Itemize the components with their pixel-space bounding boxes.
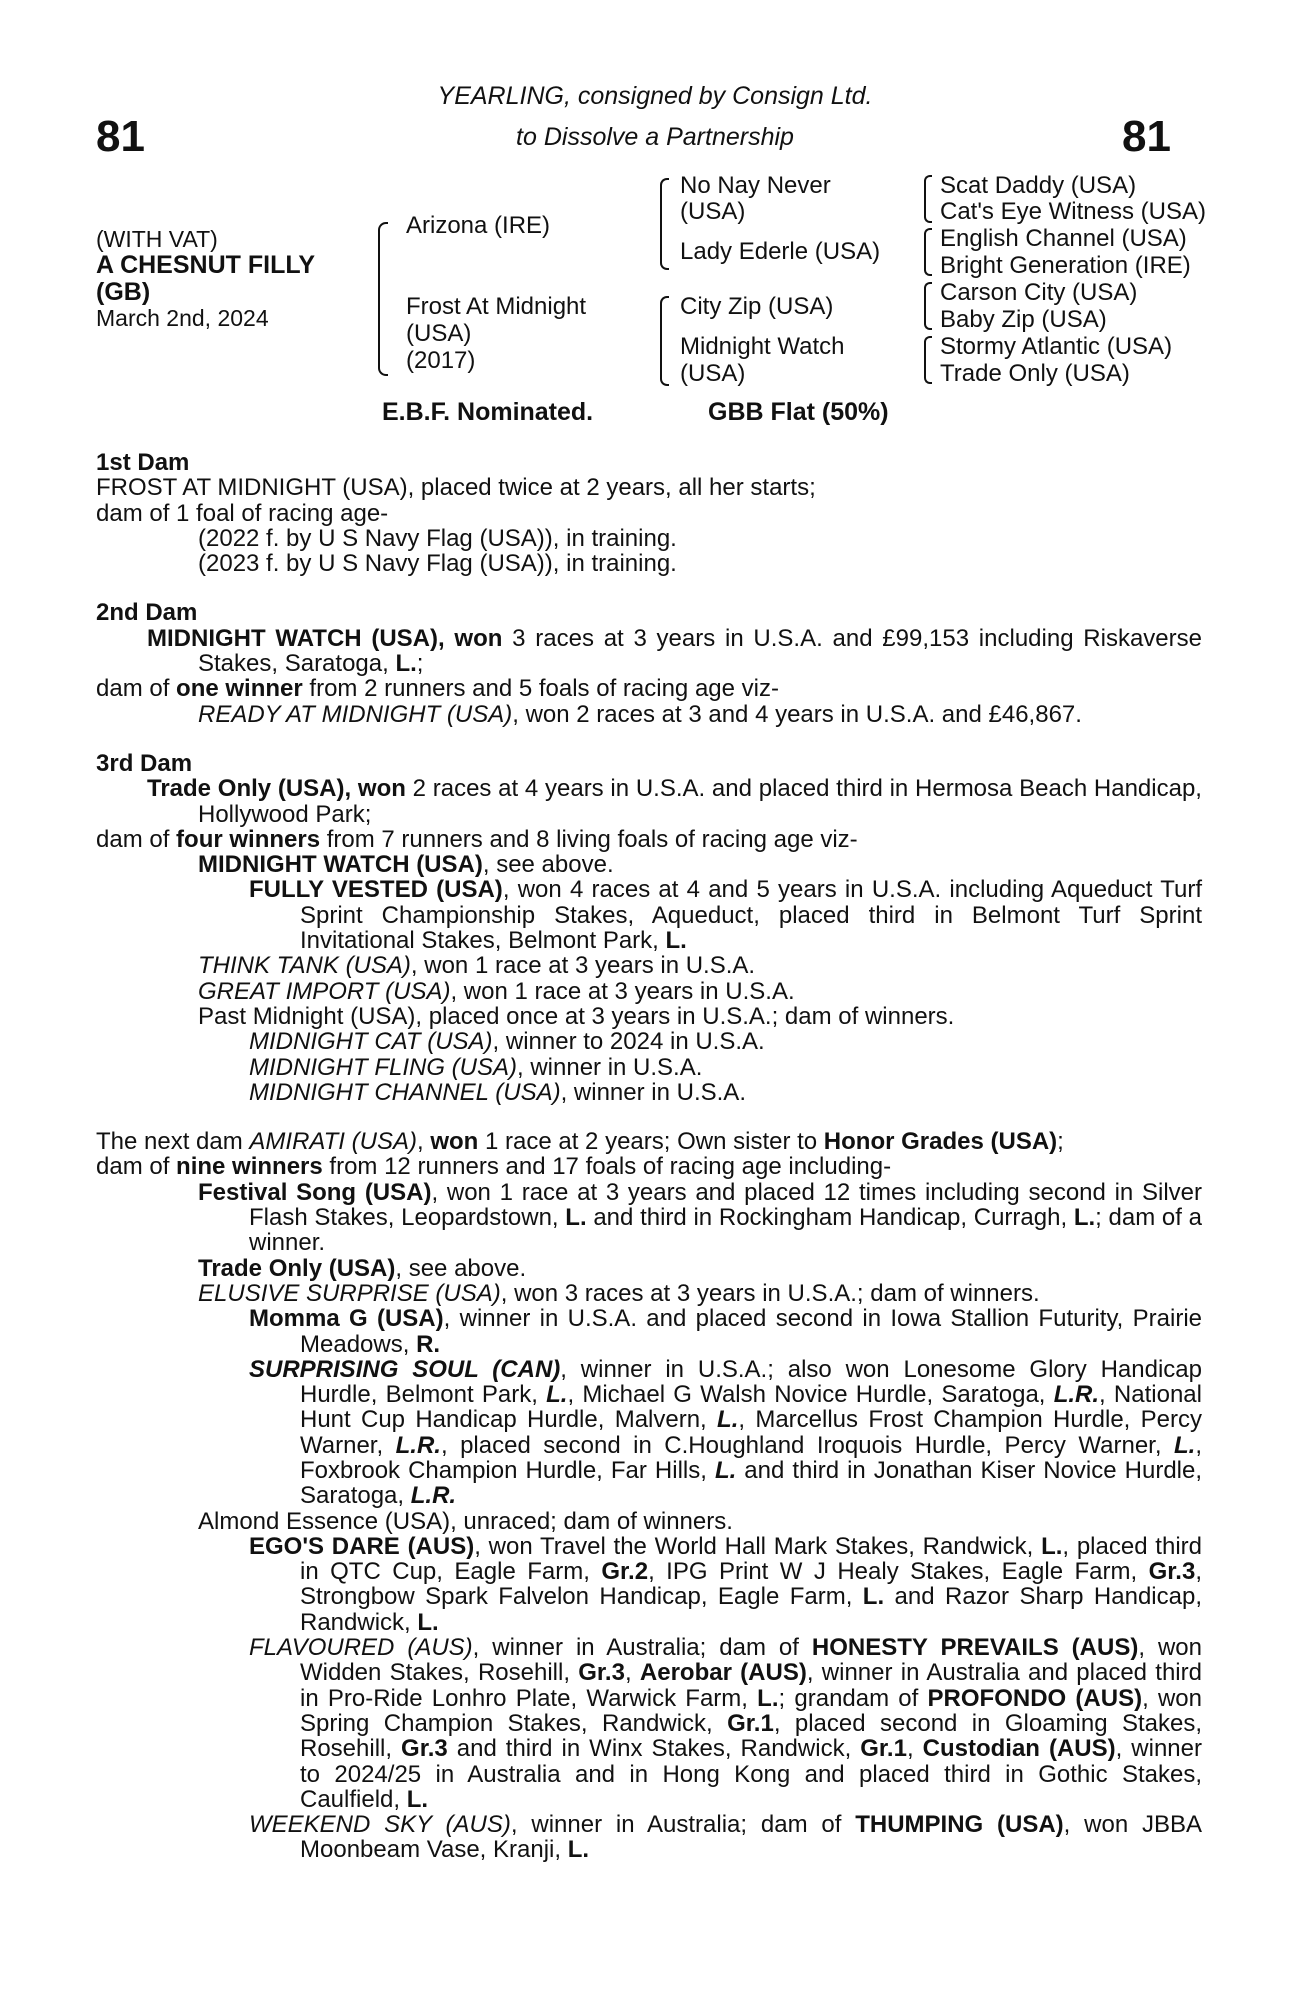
lot-number-left: 81 [96,112,145,161]
lot-number-right: 81 [1122,112,1171,161]
next-dam-grandfoal: SURPRISING SOUL (CAN), winner in U.S.A.; also won Lonesome Glory Handicap Hurdle, Belmont Park, L., Michael G Walsh Novice Hurdle, Saratoga, L.R., National Hunt Cup Handicap Hurdle, Malvern, L., Marcellus Frost Champion Hurdle, Percy Warner, L.R., placed second in C.Houghland Iroquois Hurdle, Percy Warner, L., Foxbrook Champion Hurdle, Far Hills, L. and third in Jonathan Kiser Novice Hurdle, Saratoga, L.R. [249,1355,1203,1510]
pedigree-dam-origin: (USA) [406,320,472,347]
next-dam-grandfoal: EGO'S DARE (AUS), won Travel the World Hall Mark Stakes, Randwick, L., placed third in QTC Cup, Eagle Farm, Gr.2, IPG Print W J Healy Stakes, Eagle Farm, Gr.3, Strongbow Spark Falvelon Handicap, Eagle Farm, L. and Razor Sharp Handicap, Randwick, L. [249,1532,1202,1636]
pedigree-sds: English Channel (USA) [940,225,1187,252]
second-dam-record: MIDNIGHT WATCH (USA), won 3 races at 3 years in U.S.A. and £99,153 including Riskaverse Stakes, Saratoga, L.; [147,624,1202,678]
pedigree-sire-sire-origin: (USA) [680,198,746,225]
pedigree-dam-sire: City Zip (USA) [680,293,834,320]
pedigree-dam-dam: Midnight Watch [680,333,845,360]
pedigree-sss: Scat Daddy (USA) [940,172,1137,199]
next-dam-grandfoal: FLAVOURED (AUS), winner in Australia; dam of HONESTY PREVAILS (AUS), won Widden Stakes, Rosehill, Gr.3, Aerobar (AUS), winner in Australia and placed third in Pro-Ride Lonhro Plate, Warwick Farm, L.; grandam of PROFONDO (AUS), won Spring Champion Stakes, Randwick, Gr.1, placed second in Gloaming Stakes, Rosehill, Gr.3 and third in Winx Stakes, Randwick, Gr.1, Custodian (AUS), winner to 2024/25 in Australia and in Hong Kong and placed third in Gothic Stakes, Caulfield, L. [249,1634,1203,1813]
consignor-subline: to Dissolve a Partnership [516,123,794,151]
first-dam-foal: (2023 f. by U S Navy Flag (USA)), in training. [198,550,677,578]
pedigree-dam: Frost At Midnight [406,293,587,320]
pedigree-dss: Carson City (USA) [940,279,1138,306]
pedigree-dsd: Baby Zip (USA) [940,306,1107,333]
second-dam-foal: READY AT MIDNIGHT (USA), won 2 races at 3 and 4 years in U.S.A. and £46,867. [198,700,1082,728]
pedigree-ddd: Trade Only (USA) [940,360,1130,387]
pedigree-sire: Arizona (IRE) [406,212,551,239]
consignor-line: YEARLING, consigned by Consign Ltd. [437,82,873,110]
next-dam-foal: Trade Only (USA), see above. [198,1254,527,1282]
third-dam-foal: MIDNIGHT WATCH (USA), see above. [198,851,614,879]
pedigree-sire-dam: Lady Ederle (USA) [680,238,881,265]
pedigree-ssd: Cat's Eye Witness (USA) [940,198,1206,225]
pedigree-dam-dam-origin: (USA) [680,360,746,387]
second-dam-heading: 2nd Dam [96,599,198,627]
pedigree-brace-3c [924,282,932,330]
next-dam-foal: Festival Song (USA), won 1 race at 3 years and placed 12 times including second in Silver Flash Stakes, Leopardstown, L. and third in Rockingham Handicap, Curragh, L.; dam of a winner. [198,1178,1203,1257]
pedigree-brace-3d [924,336,932,384]
ebf-nomination: E.B.F. Nominated. [382,398,594,426]
third-dam-record: Trade Only (USA), won 2 races at 4 years in U.S.A. and placed third in Hermosa Beach Handicap, Hollywood Park; [147,775,1202,828]
third-dam-heading: 3rd Dam [96,749,193,777]
first-dam-heading: 1st Dam [96,449,190,476]
first-dam-foal: (2022 f. by U S Navy Flag (USA)), in training. [198,524,677,552]
pedigree-dam-year: (2017) [406,347,476,374]
second-dam-produce: dam of one winner from 2 runners and 5 foals of racing age viz- [96,675,779,703]
gbb-flat: GBB Flat (50%) [708,398,889,426]
third-dam-produce: dam of four winners from 7 runners and 8 living foals of racing age viz- [96,825,858,853]
next-dam-foal: ELUSIVE SURPRISE (USA), won 3 races at 3 years in U.S.A.; dam of winners. [198,1279,1040,1307]
pedigree-brace-sire [660,178,669,270]
vat-note: (WITH VAT) [96,226,218,252]
next-dam-grandfoal: Momma G (USA), winner in U.S.A. and placed second in Iowa Stallion Futurity, Prairie Meadows, R. [249,1305,1202,1358]
third-dam-grandfoal: MIDNIGHT FLING (USA), winner in U.S.A. [249,1053,703,1081]
third-dam-foal: GREAT IMPORT (USA), won 1 race at 3 years in U.S.A. [198,977,795,1005]
next-dam-foal: Almond Essence (USA), unraced; dam of winners. [198,1507,733,1535]
pedigree-brace-dam [660,296,669,386]
pedigree-sire-sire: No Nay Never [680,172,831,199]
third-dam-foal: THINK TANK (USA), won 1 race at 3 years in U.S.A. [198,952,756,980]
next-dam-grandfoal: WEEKEND SKY (AUS), winner in Australia; dam of THUMPING (USA), won JBBA Moonbeam Vase, Kranji, L. [249,1811,1203,1864]
pedigree-brace-main [378,222,388,376]
third-dam-foal: FULLY VESTED (USA), won 4 races at 4 and 5 years in U.S.A. including Aqueduct Turf Sprint Championship Stakes, Aqueduct, placed third in Belmont Turf Sprint Invitational Stakes, Belmont Park, L. [249,876,1203,955]
catalogue-body [96,450,1202,1863]
foaling-date: March 2nd, 2024 [96,305,269,331]
first-dam-line: dam of 1 foal of racing age- [96,499,389,527]
next-dam-record: The next dam AMIRATI (USA), won 1 race at 2 years; Own sister to Honor Grades (USA); [96,1128,1064,1156]
pedigree-sdd: Bright Generation (IRE) [940,252,1191,279]
third-dam-foal: Past Midnight (USA), placed once at 3 years in U.S.A.; dam of winners. [198,1002,955,1030]
pedigree-dds: Stormy Atlantic (USA) [940,333,1173,360]
first-dam-line: FROST AT MIDNIGHT (USA), placed twice at 2 years, all her starts; [96,474,816,502]
third-dam-grandfoal: MIDNIGHT CHANNEL (USA), winner in U.S.A. [249,1078,746,1106]
next-dam-produce: dam of nine winners from 12 runners and 17 foals of racing age including- [96,1153,892,1181]
horse-name: A CHESNUT FILLY [96,251,315,279]
third-dam-grandfoal: MIDNIGHT CAT (USA), winner to 2024 in U.S.A. [249,1028,765,1056]
pedigree-brace-3b [924,228,932,276]
pedigree-brace-3a [924,175,932,223]
horse-origin: (GB) [96,278,151,306]
